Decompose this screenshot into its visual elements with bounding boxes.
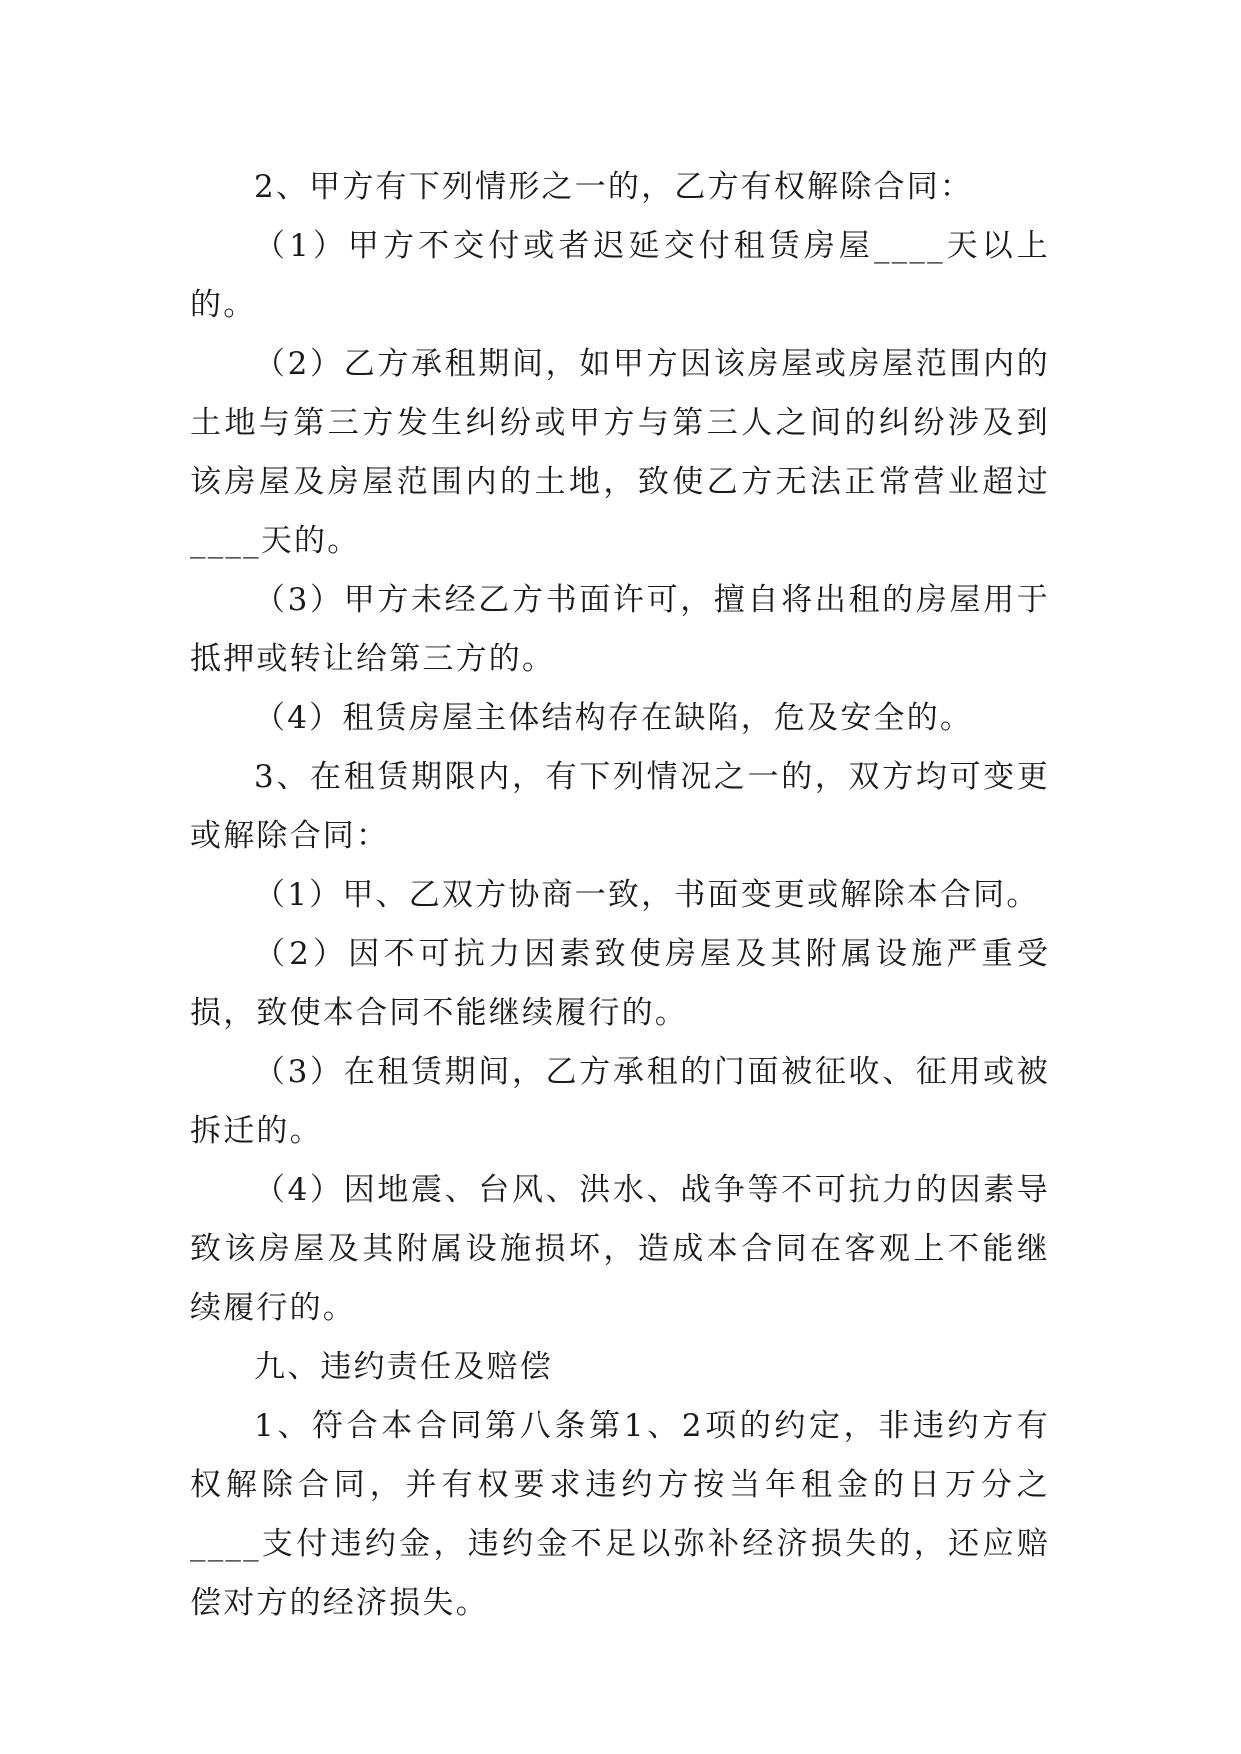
clause-2-item-1: （1）甲方不交付或者迟延交付租赁房屋____天以上的。	[190, 228, 1050, 323]
document-body	[190, 158, 1050, 1633]
clause-3-heading: 3、在租赁期限内，有下列情况之一的，双方均可变更或解除合同：	[190, 759, 1050, 854]
clause-3-item-3: （3）在租赁期间，乙方承租的门面被征收、征用或被拆迁的。	[190, 1054, 1050, 1149]
clause-3-item-4: （4）因地震、台风、洪水、战争等不可抗力的因素导致该房屋及其附属设施损坏，造成本合同在客观上不能继续履行的。	[190, 1172, 1050, 1326]
clause-2-heading: 2、甲方有下列情形之一的，乙方有权解除合同：	[254, 169, 974, 205]
clause-2-item-2: （2）乙方承租期间，如甲方因该房屋或房屋范围内的土地与第三方发生纠纷或甲方与第三人之间的纠纷涉及到该房屋及房屋范围内的土地，致使乙方无法正常营业超过____天的。	[190, 346, 1050, 559]
section-9-clause-1: 1、符合本合同第八条第1、2项的约定，非违约方有权解除合同，并有权要求违约方按当年租金的日万分之____支付违约金，违约金不足以弥补经济损失的，还应赔偿对方的经济损失。	[190, 1408, 1050, 1621]
clause-2-item-4: （4）租赁房屋主体结构存在缺陷，危及安全的。	[254, 700, 974, 736]
clause-3-item-1: （1）甲、乙双方协商一致，书面变更或解除本合同。	[254, 877, 1040, 913]
clause-2-item-3: （3）甲方未经乙方书面许可，擅自将出租的房屋用于抵押或转让给第三方的。	[190, 582, 1050, 677]
clause-3-item-2: （2）因不可抗力因素致使房屋及其附属设施严重受损，致使本合同不能继续履行的。	[190, 936, 1050, 1031]
section-9-title: 九、违约责任及赔偿	[254, 1349, 553, 1385]
